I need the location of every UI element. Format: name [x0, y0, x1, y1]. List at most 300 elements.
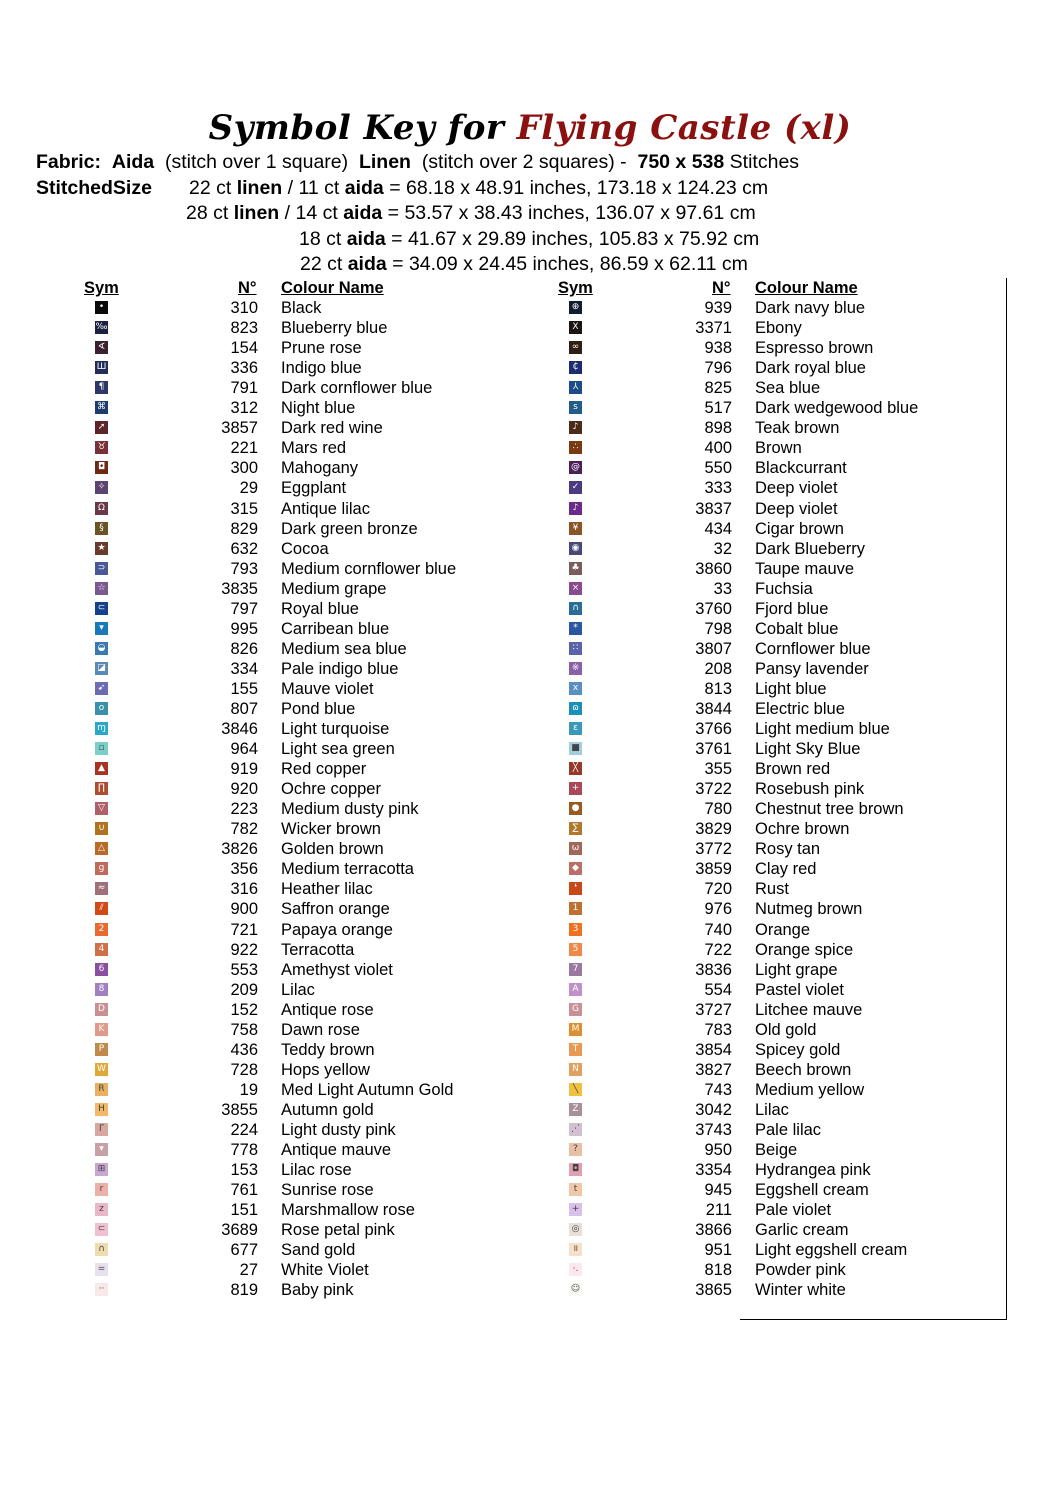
- symbol-swatch: 5: [569, 943, 582, 956]
- symbol-swatch: ⅄: [569, 381, 582, 394]
- floss-number: 221: [230, 439, 258, 458]
- floss-number: 316: [230, 880, 258, 899]
- colour-name: Cobalt blue: [755, 619, 839, 638]
- size1-linen: linen: [236, 177, 283, 199]
- table-row: [556, 1020, 976, 1040]
- floss-number: 155: [230, 679, 258, 698]
- header-sym: Sym: [84, 279, 119, 297]
- table-row: [82, 398, 502, 418]
- table-row: [556, 378, 976, 398]
- floss-number: 208: [704, 659, 732, 678]
- colour-name: Clay red: [755, 860, 817, 879]
- table-row: [556, 1280, 976, 1300]
- floss-number: 3772: [695, 840, 732, 859]
- floss-number: 355: [704, 760, 732, 779]
- symbol-swatch: ∞: [569, 341, 582, 354]
- table-row: [82, 378, 502, 398]
- table-row: [556, 1140, 976, 1160]
- table-row: [82, 759, 502, 779]
- table-row: [82, 940, 502, 960]
- floss-number: 945: [704, 1181, 732, 1200]
- colour-name: Teddy brown: [281, 1040, 375, 1059]
- symbol-swatch: ·.: [569, 1263, 582, 1276]
- symbol-swatch: ··: [95, 1283, 108, 1296]
- symbol-swatch: T: [569, 1043, 582, 1056]
- symbol-swatch: ⊕: [569, 301, 582, 314]
- size-line-2: [186, 202, 756, 225]
- table-row: [82, 920, 502, 940]
- floss-number: 818: [704, 1261, 732, 1280]
- colour-name: Mars red: [281, 439, 347, 458]
- floss-number: 550: [704, 459, 732, 478]
- table-row: [82, 338, 502, 358]
- floss-number: 796: [704, 359, 732, 378]
- symbol-swatch: ★: [95, 542, 108, 555]
- colour-name: Light grape: [755, 960, 838, 979]
- table-row: [556, 1120, 976, 1140]
- table-row: [556, 539, 976, 559]
- table-row: [556, 1180, 976, 1200]
- colour-name: Red copper: [281, 760, 367, 779]
- symbol-swatch: 3: [569, 923, 582, 936]
- colour-name: Pastel violet: [755, 980, 844, 999]
- colour-name: Medium terracotta: [281, 860, 414, 879]
- table-row: [556, 418, 976, 438]
- symbol-swatch: 6: [95, 963, 108, 976]
- floss-number: 898: [704, 419, 732, 438]
- symbol-swatch: =: [95, 1263, 108, 1276]
- colour-name: Cornflower blue: [755, 639, 871, 658]
- table-row: [82, 458, 502, 478]
- size4-ct: 22 ct: [300, 253, 343, 275]
- stitched-size-label: StitchedSize: [36, 177, 152, 199]
- symbol-swatch: ♪: [569, 502, 582, 515]
- colour-name: Ebony: [755, 319, 802, 338]
- symbol-swatch: P: [95, 1043, 108, 1056]
- floss-number: 3844: [695, 699, 732, 718]
- header-number: N°: [238, 279, 257, 297]
- colour-name: Electric blue: [755, 699, 845, 718]
- floss-number: 3760: [695, 599, 732, 618]
- colour-name: Medium dusty pink: [281, 800, 419, 819]
- symbol-swatch: +: [569, 1203, 582, 1216]
- floss-number: 310: [230, 299, 258, 318]
- symbol-swatch: ε: [569, 722, 582, 735]
- symbol-swatch: Ω: [95, 502, 108, 515]
- table-row: [556, 960, 976, 980]
- colour-name: Lilac: [281, 980, 315, 999]
- colour-name: Rosebush pink: [755, 780, 865, 799]
- floss-number: 3761: [695, 740, 732, 759]
- symbol-swatch: ∷: [569, 642, 582, 655]
- symbol-swatch: 1: [569, 902, 582, 915]
- table-row: [82, 1180, 502, 1200]
- floss-number: 743: [704, 1080, 732, 1099]
- floss-number: 3722: [695, 780, 732, 799]
- floss-number: 553: [230, 960, 258, 979]
- table-row: [82, 899, 502, 919]
- colour-name: Teak brown: [755, 419, 840, 438]
- floss-number: 3354: [695, 1161, 732, 1180]
- size1-aida: aida: [344, 177, 384, 199]
- symbol-swatch: ▲: [95, 762, 108, 775]
- stitched-size-label-line: [36, 177, 152, 200]
- symbol-swatch: 4: [95, 943, 108, 956]
- table-row: [82, 980, 502, 1000]
- floss-number: 152: [230, 1000, 258, 1019]
- table-row: [556, 1240, 976, 1260]
- table-row: [82, 1220, 502, 1240]
- floss-number: 761: [230, 1181, 258, 1200]
- floss-number: 632: [230, 539, 258, 558]
- floss-number: 336: [230, 359, 258, 378]
- floss-number: 3827: [695, 1060, 732, 1079]
- symbol-swatch: ‰: [95, 322, 108, 333]
- size1-dims: = 68.18 x 48.91 inches, 173.18 x 124.23 cm: [389, 177, 769, 199]
- symbol-swatch: ♣: [569, 562, 582, 575]
- floss-number: 740: [704, 920, 732, 939]
- table-row: [82, 358, 502, 378]
- table-row: [556, 1160, 976, 1180]
- table-row: [556, 1100, 976, 1120]
- colour-name: Nutmeg brown: [755, 900, 863, 919]
- symbol-swatch: H: [95, 1103, 108, 1116]
- symbol-swatch: G: [569, 1003, 582, 1016]
- floss-number: 300: [230, 459, 258, 478]
- symbol-swatch: 7: [569, 963, 582, 976]
- colour-name: Pale lilac: [755, 1120, 822, 1139]
- table-row: [556, 779, 976, 799]
- floss-number: 721: [230, 920, 258, 939]
- table-row: [556, 679, 976, 699]
- table-row: [82, 699, 502, 719]
- size2-linen: linen: [233, 202, 280, 224]
- table-row: [82, 418, 502, 438]
- colour-name: Dark Blueberry: [755, 539, 866, 558]
- floss-number: 819: [230, 1281, 258, 1300]
- floss-number: 791: [230, 379, 258, 398]
- symbol-swatch: o: [95, 702, 108, 715]
- table-row: [556, 899, 976, 919]
- colour-name: Blackcurrant: [755, 459, 847, 478]
- floss-number: 517: [704, 399, 732, 418]
- table-row: [556, 879, 976, 899]
- table-row: [82, 1000, 502, 1020]
- colour-name: Sea blue: [755, 379, 821, 398]
- colour-name: Pale indigo blue: [281, 659, 399, 678]
- symbol-swatch: ※: [569, 662, 582, 675]
- table-row: [556, 639, 976, 659]
- colour-name: Dark green bronze: [281, 519, 418, 538]
- table-row: [82, 298, 502, 318]
- symbol-swatch: ⊞: [95, 1163, 108, 1176]
- symbol-swatch: §: [95, 522, 108, 535]
- symbol-swatch: ◘: [569, 1163, 582, 1176]
- table-header: [82, 278, 502, 298]
- symbol-swatch: g: [95, 862, 108, 875]
- floss-number: 950: [704, 1141, 732, 1160]
- symbol-swatch: K: [95, 1023, 108, 1036]
- colour-name: Cigar brown: [755, 519, 844, 538]
- colour-name: Pond blue: [281, 699, 356, 718]
- symbol-swatch: ❛: [569, 882, 582, 895]
- colour-name: Sunrise rose: [281, 1181, 374, 1200]
- colour-name: Brown red: [755, 760, 831, 779]
- size4-dims: = 34.09 x 24.45 inches, 86.59 x 62.11 cm: [392, 253, 748, 275]
- table-row: [82, 960, 502, 980]
- floss-number: 209: [230, 980, 258, 999]
- symbol-swatch: z: [95, 1203, 108, 1216]
- floss-number: 29: [239, 479, 258, 498]
- table-row: [556, 1040, 976, 1060]
- table-row: [82, 519, 502, 539]
- colour-name: Eggplant: [281, 479, 347, 498]
- table-row: [82, 559, 502, 579]
- symbol-swatch: ♉: [95, 441, 108, 454]
- colour-name: Ochre brown: [755, 820, 850, 839]
- colour-name: Autumn gold: [281, 1100, 374, 1119]
- colour-name: White Violet: [281, 1261, 369, 1280]
- colour-name: Deep violet: [755, 499, 838, 518]
- size-line-3: [299, 228, 759, 251]
- floss-number: 920: [230, 780, 258, 799]
- table-row: [82, 1080, 502, 1100]
- size-line-4: [300, 253, 748, 276]
- colour-name: Dark navy blue: [755, 299, 866, 318]
- floss-number: 154: [230, 339, 258, 358]
- symbol-swatch: ⫽: [95, 902, 108, 915]
- floss-number: 3371: [695, 319, 732, 338]
- colour-name: Ochre copper: [281, 780, 381, 799]
- symbol-swatch: ∏: [95, 782, 108, 795]
- floss-number: 333: [704, 479, 732, 498]
- floss-number: 807: [230, 699, 258, 718]
- symbol-swatch: r: [95, 1183, 108, 1196]
- symbol-swatch: ◉: [569, 542, 582, 555]
- colour-name: Hops yellow: [281, 1060, 370, 1079]
- symbol-swatch: ɱ: [95, 722, 108, 735]
- colour-name: Espresso brown: [755, 339, 874, 358]
- floss-number: 3766: [695, 720, 732, 739]
- floss-number: 780: [704, 800, 732, 819]
- colour-name: Hydrangea pink: [755, 1161, 871, 1180]
- floss-number: 728: [230, 1060, 258, 1079]
- table-row: [556, 1000, 976, 1020]
- colour-name: Sand gold: [281, 1241, 356, 1260]
- table-row: [556, 579, 976, 599]
- floss-number: 434: [704, 519, 732, 538]
- colour-name: Dark wedgewood blue: [755, 399, 919, 418]
- floss-number: 3857: [221, 419, 258, 438]
- colour-name: Black: [281, 299, 322, 318]
- table-row: [82, 859, 502, 879]
- table-row: [82, 719, 502, 739]
- floss-number: 19: [239, 1080, 258, 1099]
- floss-number: 976: [704, 900, 732, 919]
- symbol-swatch: ॥: [569, 1243, 582, 1256]
- floss-number: 722: [704, 940, 732, 959]
- size4-aida: aida: [347, 253, 387, 275]
- floss-number: 922: [230, 940, 258, 959]
- table-row: [82, 1280, 502, 1300]
- floss-number: 32: [713, 539, 732, 558]
- table-row: [82, 478, 502, 498]
- symbol-swatch: X: [569, 321, 582, 334]
- floss-number: 334: [230, 659, 258, 678]
- colour-name: Fjord blue: [755, 599, 829, 618]
- fabric-line: [36, 151, 799, 174]
- colour-name: Medium grape: [281, 579, 387, 598]
- colour-name: Dark red wine: [281, 419, 383, 438]
- colour-name: Indigo blue: [281, 359, 362, 378]
- floss-number: 826: [230, 639, 258, 658]
- colour-name: Light turquoise: [281, 720, 390, 739]
- floss-number: 793: [230, 559, 258, 578]
- table-row: [556, 499, 976, 519]
- header-sym: Sym: [558, 279, 593, 297]
- floss-number: 720: [704, 880, 732, 899]
- floss-number: 3689: [221, 1221, 258, 1240]
- table-row: [556, 920, 976, 940]
- colour-name: Terracotta: [281, 940, 355, 959]
- floss-number: 782: [230, 820, 258, 839]
- floss-number: 758: [230, 1020, 258, 1039]
- table-row: [82, 438, 502, 458]
- colour-name: Chestnut tree brown: [755, 800, 904, 819]
- colour-name: Papaya orange: [281, 920, 393, 939]
- symbol-swatch: Z: [569, 1103, 582, 1116]
- floss-number: 3042: [695, 1100, 732, 1119]
- colour-name: Medium yellow: [755, 1080, 865, 1099]
- border-line-horizontal: [740, 1319, 1007, 1320]
- floss-number: 356: [230, 860, 258, 879]
- floss-number: 3829: [695, 820, 732, 839]
- table-row: [556, 338, 976, 358]
- symbol-swatch: *: [569, 622, 582, 635]
- symbol-swatch: ɷ: [569, 702, 582, 715]
- symbol-swatch: A: [569, 983, 582, 996]
- floss-number: 436: [230, 1040, 258, 1059]
- floss-number: 3835: [221, 579, 258, 598]
- colour-name: Taupe mauve: [755, 559, 855, 578]
- symbol-swatch: ◪: [95, 662, 108, 675]
- symbol-swatch: ∩: [569, 602, 582, 615]
- colour-name: Mahogany: [281, 459, 359, 478]
- colour-name: Antique rose: [281, 1000, 374, 1019]
- colour-name: Winter white: [755, 1281, 846, 1300]
- size-line-1: [189, 177, 768, 200]
- table-row: [556, 859, 976, 879]
- symbol-swatch: ☺: [570, 1284, 581, 1295]
- symbol-swatch: W: [95, 1063, 108, 1076]
- colour-name: Antique lilac: [281, 499, 370, 518]
- symbol-swatch: ▽: [95, 802, 108, 815]
- floss-number: 315: [230, 499, 258, 518]
- symbol-swatch: R: [95, 1083, 108, 1096]
- floss-number: 3727: [695, 1000, 732, 1019]
- table-row: [556, 980, 976, 1000]
- table-row: [82, 799, 502, 819]
- colour-name: Antique mauve: [281, 1141, 392, 1160]
- aida-note: (stitch over 1 square): [164, 151, 349, 173]
- symbol-swatch: ⊂: [95, 602, 108, 615]
- colour-name: Heather lilac: [281, 880, 373, 899]
- floss-number: 823: [230, 319, 258, 338]
- page-title: [0, 108, 1060, 148]
- floss-number: 825: [704, 379, 732, 398]
- symbol-swatch: ¥: [569, 522, 582, 535]
- colour-name: Lilac: [755, 1100, 789, 1119]
- symbol-swatch: ω: [569, 842, 582, 855]
- floss-number: 797: [230, 599, 258, 618]
- table-header: [556, 278, 976, 298]
- floss-number: 3866: [695, 1221, 732, 1240]
- symbol-swatch: t: [569, 1183, 582, 1196]
- table-row: [556, 940, 976, 960]
- colour-name: Royal blue: [281, 599, 359, 618]
- table-row: [556, 799, 976, 819]
- colour-name: Blueberry blue: [281, 319, 388, 338]
- colour-name: Medium sea blue: [281, 639, 407, 658]
- colour-name: Beige: [755, 1141, 798, 1160]
- colour-name: Mauve violet: [281, 679, 374, 698]
- table-row: [556, 1060, 976, 1080]
- symbol-swatch: ╳: [569, 762, 582, 775]
- symbol-swatch: ✓: [569, 481, 582, 494]
- table-row: [82, 1060, 502, 1080]
- size2-dims: = 53.57 x 38.43 inches, 136.07 x 97.61 cm: [387, 202, 756, 224]
- size3-ct: 18 ct: [299, 228, 342, 250]
- floss-number: 27: [239, 1261, 258, 1280]
- floss-number: 3826: [221, 840, 258, 859]
- colour-name: Orange spice: [755, 940, 854, 959]
- colour-name: Pansy lavender: [755, 659, 869, 678]
- floss-number: 813: [704, 679, 732, 698]
- colour-name: Night blue: [281, 399, 356, 418]
- size2-ct: 28 ct: [186, 202, 229, 224]
- symbol-swatch: ▾: [95, 622, 108, 635]
- symbol-swatch: 2: [95, 923, 108, 936]
- table-row: [82, 739, 502, 759]
- table-row: [82, 1100, 502, 1120]
- colour-name: Rosy tan: [755, 840, 821, 859]
- symbol-swatch: s: [569, 401, 582, 414]
- symbol-swatch: ▫: [95, 742, 108, 755]
- table-row: [556, 318, 976, 338]
- colour-name: Rust: [755, 880, 789, 899]
- floss-number: 211: [705, 1201, 732, 1220]
- symbol-swatch: ●: [569, 802, 582, 815]
- colour-name: Marshmallow rose: [281, 1201, 415, 1220]
- floss-number: 224: [230, 1120, 258, 1139]
- colour-name: Orange: [755, 920, 811, 939]
- table-row: [82, 1020, 502, 1040]
- symbol-swatch: ∢: [95, 341, 108, 354]
- symbol-swatch: ?: [569, 1143, 582, 1156]
- symbol-swatch: ⌘: [97, 402, 106, 413]
- colour-name: Light Sky Blue: [755, 740, 861, 759]
- table-row: [82, 1240, 502, 1260]
- floss-number: 3860: [695, 559, 732, 578]
- floss-number: 3854: [695, 1040, 732, 1059]
- colour-name: Lilac rose: [281, 1161, 352, 1180]
- floss-number: 829: [230, 519, 258, 538]
- colour-name: Eggshell cream: [755, 1181, 869, 1200]
- symbol-swatch: ∑: [569, 822, 582, 835]
- floss-number: 783: [704, 1020, 732, 1039]
- table-row: [82, 1040, 502, 1060]
- floss-number: 677: [230, 1241, 258, 1260]
